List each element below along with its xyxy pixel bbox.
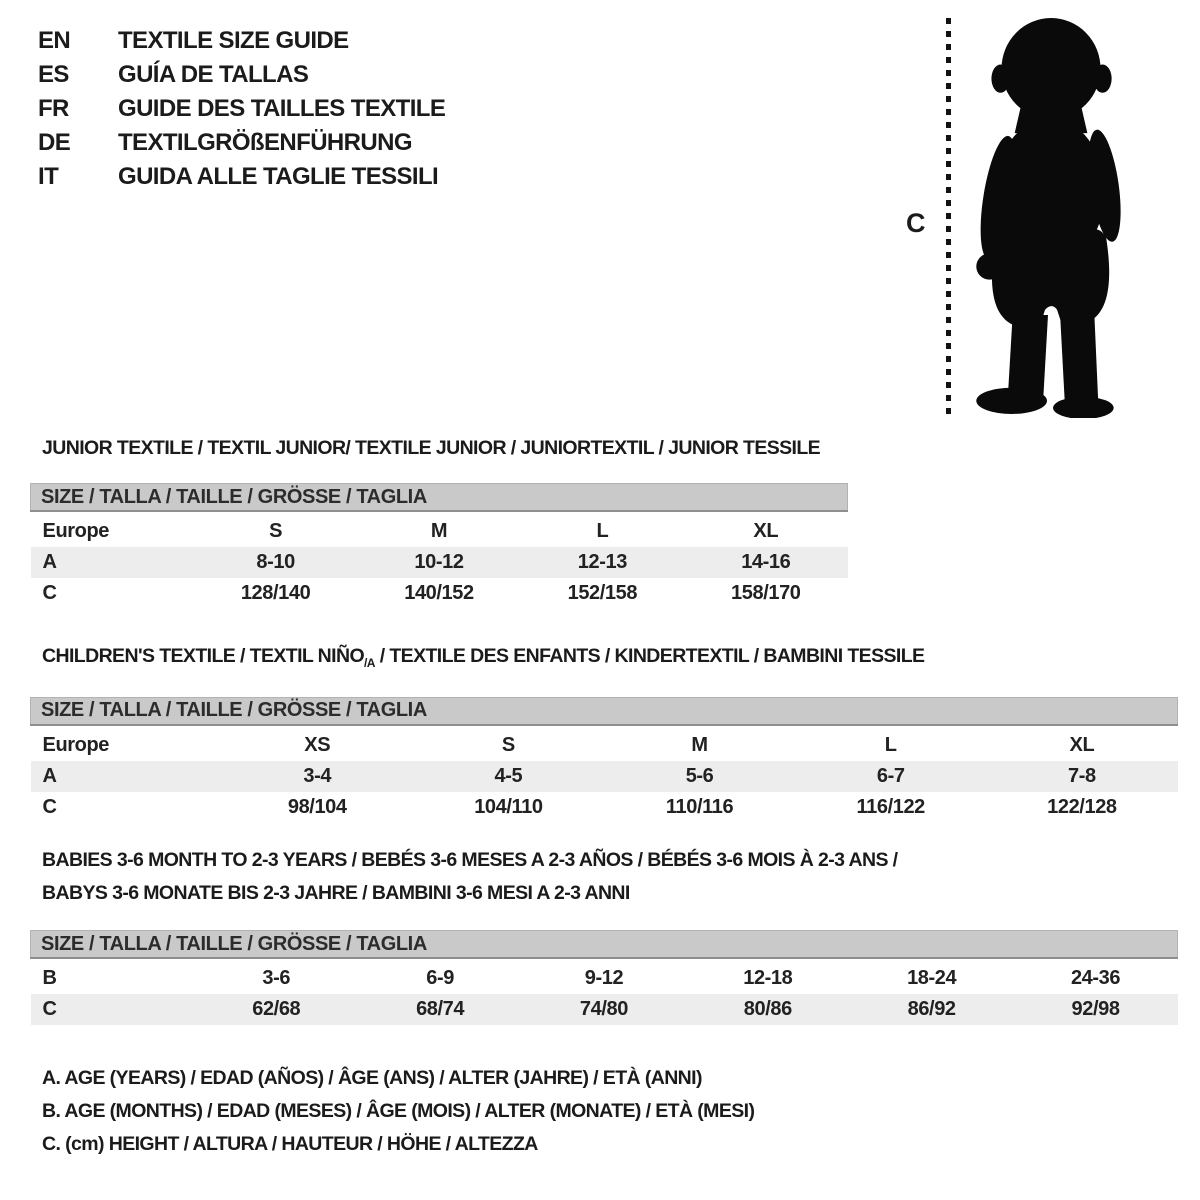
language-item — [38, 126, 445, 160]
size-value-cell: L — [596, 520, 609, 542]
size-value-cell: 104/110 — [474, 795, 543, 818]
size-value-cell: 12-18 — [743, 967, 793, 989]
children-section-title — [42, 640, 1178, 680]
size-value-cell: 80/86 — [743, 998, 792, 1020]
language-code: EN — [38, 27, 71, 54]
size-header-bar: SIZE / TALLA / TAILLE / GRÖSSE / TAGLIA — [31, 697, 1178, 725]
size-value-cell: 24-36 — [1070, 967, 1121, 989]
section-title-line: JUNIOR TEXTILE / TEXTIL JUNIOR/ TEXTILE JUNIOR / JUNIORTEXTIL / JUNIOR TESSILE — [42, 437, 821, 459]
row-label: C — [42, 998, 57, 1020]
table-row — [31, 730, 1178, 761]
size-value-cell: 128/140 — [240, 582, 311, 604]
language-label: TEXTILGRÖßENFÜHRUNG — [118, 129, 412, 156]
size-value-cell: 158/170 — [731, 582, 801, 604]
babies-section-title — [42, 844, 1178, 910]
size-header-bar: SIZE / TALLA / TAILLE / GRÖSSE / TAGLIA — [31, 484, 848, 512]
row-label: Europe — [42, 733, 109, 756]
language-code: FR — [38, 95, 69, 122]
size-value-cell: 4-5 — [494, 764, 523, 787]
language-item — [38, 92, 445, 126]
size-value-cell: 62/68 — [252, 998, 301, 1020]
row-label: C — [42, 582, 57, 604]
language-item — [38, 24, 445, 58]
size-value-cell: XS — [304, 733, 331, 756]
language-code: ES — [38, 61, 69, 88]
table-row — [31, 547, 848, 578]
junior-size-table — [30, 483, 848, 609]
size-value-cell: 8-10 — [256, 551, 295, 573]
table-row — [31, 963, 1178, 994]
measure-label-c: C — [906, 208, 926, 238]
size-value-cell: 6-9 — [426, 967, 454, 989]
section-title-line: CHILDREN'S TEXTILE / TEXTIL $NIÑO_{/A}$ / TEXTILE DES ENFANTS / KINDERTEXTIL / BAMBINI TESSILE — [42, 645, 925, 670]
language-list — [38, 24, 445, 194]
table-row — [31, 578, 848, 609]
size-value-cell: 92/98 — [1071, 998, 1120, 1020]
size-value-cell: S — [501, 733, 515, 756]
toddler-silhouette-icon — [962, 14, 1134, 418]
table-row — [31, 516, 848, 547]
children-size-table — [30, 697, 1178, 823]
babies-size-table — [30, 930, 1178, 1025]
legend-line-b: B. AGE (MONTHS) / EDAD (MESES) / ÂGE (MOIS) / ALTER (MONATE) / ETÀ (MESI) — [42, 1100, 755, 1122]
section-title-line: BABIES 3-6 MONTH TO 2-3 YEARS / BEBÉS 3-6 MESES A 2-3 AÑOS / BÉBÉS 3-6 MOIS À 2-3 ANS / — [42, 849, 898, 871]
size-value-cell: 10-12 — [414, 551, 464, 573]
section-title-line: BABYS 3-6 MONATE BIS 2-3 JAHRE / BAMBINI 3-6 MESI A 2-3 ANNI — [42, 882, 630, 904]
table-row — [31, 792, 1178, 823]
size-value-cell: 152/158 — [567, 582, 638, 604]
size-value-cell: 7-8 — [1068, 764, 1096, 787]
table-row — [31, 761, 1178, 792]
size-value-cell: 6-7 — [876, 764, 905, 787]
row-label: C — [42, 795, 57, 818]
size-value-cell: 14-16 — [741, 551, 791, 573]
size-header-bar: SIZE / TALLA / TAILLE / GRÖSSE / TAGLIA — [31, 931, 1178, 959]
size-value-cell: 3-6 — [262, 967, 291, 989]
language-code: DE — [38, 129, 71, 156]
size-value-cell: S — [269, 520, 283, 542]
size-value-cell: M — [430, 520, 448, 542]
size-value-cell: 110/116 — [665, 795, 734, 818]
size-value-cell: M — [691, 733, 708, 756]
size-value-cell: 116/122 — [856, 795, 925, 818]
language-code: IT — [38, 163, 59, 190]
junior-section-title — [42, 432, 848, 465]
language-label: GUÍA DE TALLAS — [118, 61, 309, 88]
junior-section — [30, 432, 848, 609]
size-value-cell: 18-24 — [907, 967, 957, 989]
size-value-cell: XL — [753, 520, 779, 542]
babies-section — [30, 844, 1178, 1025]
size-value-cell: 86/92 — [907, 998, 956, 1020]
language-label: GUIDA ALLE TAGLIE TESSILI — [118, 163, 439, 190]
row-label: A — [42, 551, 57, 573]
size-value-cell: 74/80 — [579, 998, 628, 1020]
language-item — [38, 58, 445, 92]
size-value-cell: 140/152 — [404, 582, 474, 604]
row-label: B — [42, 967, 57, 989]
table-row — [31, 994, 1178, 1025]
size-value-cell: XL — [1069, 733, 1095, 756]
size-value-cell: 98/104 — [287, 795, 347, 818]
size-value-cell: L — [884, 733, 897, 756]
legend — [42, 1062, 754, 1161]
legend-line-a: A. AGE (YEARS) / EDAD (AÑOS) / ÂGE (ANS) / ALTER (JAHRE) / ETÀ (ANNI) — [42, 1067, 702, 1089]
children-section — [30, 640, 1178, 823]
language-label: GUIDE DES TAILLES TEXTILE — [118, 95, 446, 122]
row-label: Europe — [42, 520, 109, 542]
size-value-cell: 3-4 — [303, 764, 332, 787]
size-value-cell: 122/128 — [1047, 795, 1117, 818]
row-label: A — [42, 764, 57, 787]
size-value-cell: 68/74 — [416, 998, 465, 1020]
legend-line-c: C. (cm) HEIGHT / ALTURA / HAUTEUR / HÖHE / ALTEZZA — [42, 1133, 538, 1155]
size-value-cell: 9-12 — [584, 967, 624, 989]
size-value-cell: 12-13 — [577, 551, 627, 573]
size-value-cell: 5-6 — [685, 764, 714, 787]
language-item — [38, 160, 445, 194]
language-label: TEXTILE SIZE GUIDE — [118, 27, 349, 54]
height-measure-dashed-line — [946, 18, 951, 418]
